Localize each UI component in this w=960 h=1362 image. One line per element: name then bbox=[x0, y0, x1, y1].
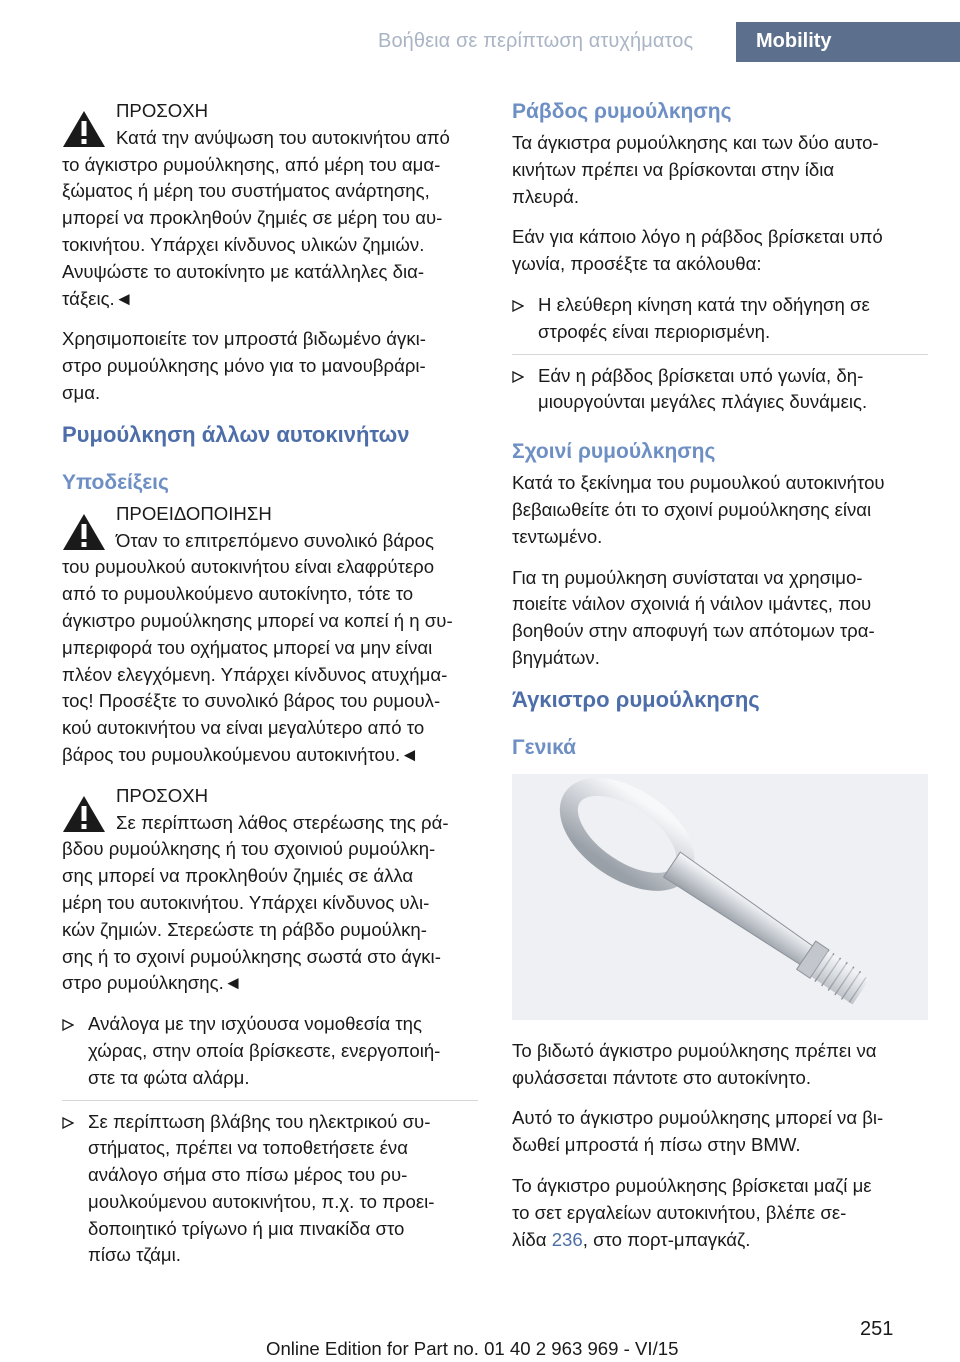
warning-line: κού αυτοκινήτου να είναι μεγαλύτερο από το bbox=[62, 717, 425, 739]
triangle-right-icon bbox=[512, 300, 524, 312]
warning-line: βδου ρυμούλκησης ή του σχοινιού ρυμούλκη‐ bbox=[62, 838, 436, 860]
text-line: πλευρά. bbox=[512, 185, 580, 207]
text-line: δοποιητικό τρίγωνο ή μια πινακίδα στο bbox=[88, 1217, 405, 1239]
warning-line: Κατά την ανύψωση του αυτοκινήτου από bbox=[116, 126, 450, 148]
text-line: Τα άγκιστρα ρυμούλκησης και των δύο αυτο‐ bbox=[512, 132, 879, 153]
page-reference-link[interactable]: 236 bbox=[551, 1228, 583, 1250]
text-line: μιουργούνται μεγάλες πλάγιες δυνάμεις. bbox=[538, 391, 868, 413]
warning-line: σης μπορεί να προκληθούν ζημιές σε άλλα bbox=[62, 865, 414, 887]
text-line: στήματος, πρέπει να τοποθετήσετε ένα bbox=[88, 1137, 408, 1159]
warning-box-weight bbox=[62, 501, 478, 769]
tow-hook-drawing bbox=[512, 774, 928, 1020]
text-line: Η ελεύθερη κίνηση κατά την οδήγηση σε bbox=[538, 293, 870, 315]
warning-line: το άγκιστρο ρυμούλκησης, από μέρη του αμα‐ bbox=[62, 153, 441, 175]
subheading-notes: Υποδείξεις bbox=[62, 470, 169, 494]
warning-line: τάξεις.◄ bbox=[62, 287, 134, 309]
warning-line: Όταν το επιτρεπόμενο συνολικό βάρος bbox=[116, 529, 434, 551]
text-line: βηγμάτων. bbox=[512, 646, 600, 668]
warning-line: ξώματος ή μέρη του συστήματος ανάρτησης, bbox=[62, 180, 430, 202]
text-line: Χρησιμοποιείτε τον μπροστά βιδωμένο άγκι‐ bbox=[62, 328, 426, 350]
paragraph-hook-location bbox=[512, 1173, 928, 1253]
text-line: Σε περίπτωση βλάβης του ηλεκτρικού συ‐ bbox=[88, 1110, 431, 1132]
warning-line: μπορεί να προκληθούν ζημιές σε μέρη του αυ‐ bbox=[62, 207, 443, 229]
towing-instructions-list bbox=[62, 1011, 478, 1277]
right-column bbox=[512, 98, 928, 1267]
triangle-right-icon bbox=[512, 371, 524, 383]
text-line: γωνία, προσέξτε τα ακόλουθα: bbox=[512, 253, 762, 275]
text-fragment: λίδα bbox=[512, 1228, 552, 1250]
text-line: κινήτων πρέπει να βρίσκονται στην ίδια bbox=[512, 158, 835, 180]
text-line: Εάν η ράβδος βρίσκεται υπό γωνία, δη‐ bbox=[538, 364, 864, 386]
page-header bbox=[0, 0, 960, 62]
warning-line: τοκινήτου. Υπάρχει κίνδυνος υλικών ζημιών. bbox=[62, 233, 425, 255]
warning-line: μέρη του αυτοκινήτου. Υπάρχει κίνδυνος υλι‐ bbox=[62, 891, 430, 913]
warning-line: σης ή το σχοινί ρυμούλκησης σωστά στο άγκι‐ bbox=[62, 945, 441, 967]
warning-line: πλέον ελεγχόμενη. Υπάρχει κίνδυνος ατυχήμα‐ bbox=[62, 663, 448, 685]
warning-triangle-icon bbox=[62, 110, 106, 148]
heading-tow-hook: Άγκιστρο ρυμούλκησης bbox=[512, 686, 760, 712]
warning-triangle-icon bbox=[62, 513, 106, 551]
list-item bbox=[512, 363, 928, 425]
chapter-tab[interactable]: Mobility bbox=[736, 22, 960, 62]
tow-hook-illustration bbox=[512, 774, 928, 1020]
text-line: πίσω τζάμι. bbox=[88, 1244, 181, 1266]
text-line: Το άγκιστρο ρυμούλκησης βρίσκεται μαζί με bbox=[512, 1174, 872, 1196]
text-line: φυλάσσεται πάντοτε στο αυτοκίνητο. bbox=[512, 1066, 811, 1088]
paragraph-tow-bar-side bbox=[512, 130, 928, 210]
warning-line: άγκιστρο ρυμούλκησης μπορεί να κοπεί ή η συ‐ bbox=[62, 609, 453, 631]
list-item bbox=[62, 1011, 478, 1100]
warning-line: βάρος του ρυμουλκούμενου αυτοκινήτου.◄ bbox=[62, 743, 419, 765]
text-line: στρο ρυμούλκησης μόνο για το μανουβράρι‐ bbox=[62, 355, 426, 377]
warning-triangle-icon bbox=[62, 795, 106, 833]
paragraph-hook-storage bbox=[512, 1038, 928, 1092]
text-line: το σετ εργαλείων αυτοκινήτου, βλέπε σε‐ bbox=[512, 1201, 847, 1223]
heading-towing-other-vehicles: Ρυμούλκηση άλλων αυτοκινήτων bbox=[62, 421, 410, 447]
text-line: δωθεί μπροστά ή πίσω στην BMW. bbox=[512, 1134, 801, 1156]
paragraph-tow-bar-angle bbox=[512, 224, 928, 278]
warning-title: ΠΡΟΕΙΔΟΠΟΙΗΣΗ bbox=[116, 502, 272, 524]
text-line: στε τα φώτα αλάρμ. bbox=[88, 1066, 250, 1088]
text-line: βεβαιωθείτε ότι το σχοινί ρυμούλκησης είναι bbox=[512, 498, 872, 520]
edition-footer: Online Edition for Part no. 01 40 2 963 969 - VI/15 bbox=[266, 1338, 679, 1359]
text-line: χώρας, στην οποία βρίσκεστε, ενεργοποιή‐ bbox=[88, 1039, 441, 1061]
text-line: τεντωμένο. bbox=[512, 525, 603, 547]
warning-line: τος! Προσέξτε το συνολικό βάρος του ρυμουλ‐ bbox=[62, 690, 441, 712]
list-item bbox=[512, 292, 928, 355]
caution-box-fastening bbox=[62, 783, 478, 997]
paragraph-tow-rope-nylon bbox=[512, 565, 928, 672]
subheading-tow-bar: Ράβδος ρυμούλκησης bbox=[512, 100, 732, 123]
warning-line: Σε περίπτωση λάθος στερέωσης της ρά‐ bbox=[116, 811, 449, 833]
warning-line: από το ρυμουλκούμενο αυτοκίνητο, τότε το bbox=[62, 583, 414, 605]
warning-title: ΠΡΟΣΟΧΗ bbox=[116, 100, 209, 121]
warning-line: μπεριφορά του οχήματος μπορεί να μην είναι bbox=[62, 636, 433, 658]
text-line: στροφές είναι περιορισμένη. bbox=[538, 320, 771, 342]
paragraph-front-hook-usage bbox=[62, 326, 478, 406]
subheading-tow-rope: Σχοινί ρυμούλκησης bbox=[512, 440, 716, 464]
triangle-right-icon bbox=[62, 1019, 74, 1031]
text-line: Κατά το ξεκίνημα του ρυμουλκού αυτοκινήτου bbox=[512, 472, 885, 494]
text-line: Ανάλογα με την ισχύουσα νομοθεσία της bbox=[88, 1013, 422, 1035]
text-line: μουλκούμενου αυτοκινήτου, π.χ. το προει‐ bbox=[88, 1190, 435, 1212]
warning-title: ΠΡΟΣΟΧΗ bbox=[116, 784, 209, 806]
paragraph-hook-mounting bbox=[512, 1105, 928, 1159]
text-line: Το βιδωτό άγκιστρο ρυμούλκησης πρέπει να bbox=[512, 1039, 877, 1061]
warning-line: στρο ρυμούλκησης.◄ bbox=[62, 972, 243, 994]
text-line: βοηθούν στην αποφυγή των απότομων τρα‐ bbox=[512, 620, 875, 642]
left-column bbox=[62, 98, 478, 1291]
tow-bar-angle-list bbox=[512, 292, 928, 424]
text-line: σμα. bbox=[62, 381, 101, 403]
caution-box-lifting bbox=[62, 98, 478, 312]
paragraph-tow-rope-taut bbox=[512, 470, 928, 550]
page-number: 251 bbox=[860, 1318, 894, 1340]
triangle-right-icon bbox=[62, 1117, 74, 1129]
warning-line: του ρυμουλκού αυτοκινήτου είναι ελαφρύτερο bbox=[62, 556, 435, 578]
subheading-general: Γενικά bbox=[512, 735, 577, 759]
text-line: ανάλογο σήμα στο πίσω μέρος του ρυ‐ bbox=[88, 1164, 408, 1186]
text-fragment: , στο πορτ-μπαγκάζ. bbox=[582, 1228, 751, 1250]
warning-line: κών ζημιών. Στερεώστε τη ράβδο ρυμούλκη‐ bbox=[62, 918, 427, 940]
text-line: Αυτό το άγκιστρο ρυμούλκησης μπορεί να βι‐ bbox=[512, 1107, 884, 1129]
text-line: Για τη ρυμούλκηση συνίσταται να χρησιμο‐ bbox=[512, 566, 863, 588]
text-line: Εάν για κάποιο λόγο η ράβδος βρίσκεται υπό bbox=[512, 226, 883, 248]
text-line: ποιείτε νάιλον σχοινιά ή νάιλον ιμάντες, που bbox=[512, 593, 872, 615]
list-item bbox=[62, 1109, 478, 1278]
warning-line: Ανυψώστε το αυτοκίνητο με κατάλληλες δια‐ bbox=[62, 260, 425, 282]
text-line bbox=[512, 1227, 928, 1254]
section-title: Βοήθεια σε περίπτωση ατυχήματος bbox=[378, 30, 694, 52]
